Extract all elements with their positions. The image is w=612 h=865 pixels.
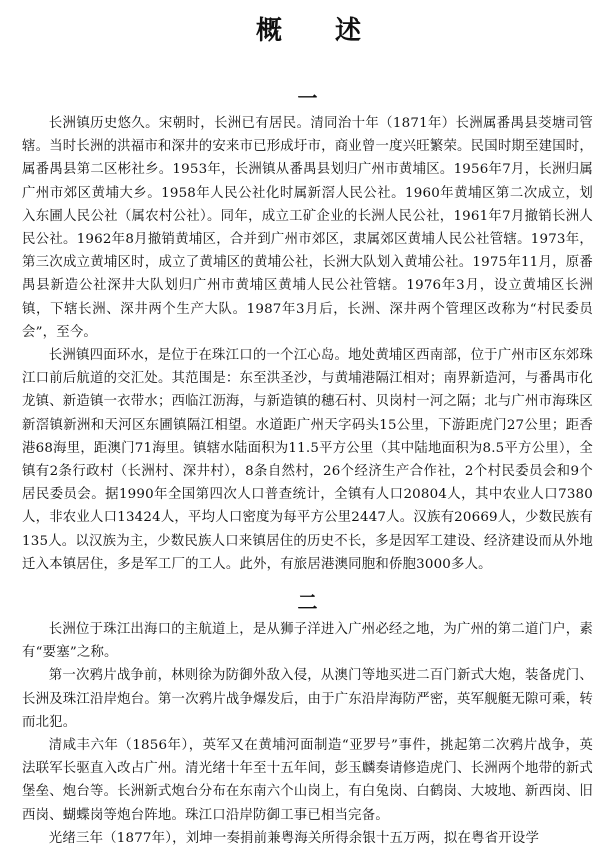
section-heading-2: 二 — [297, 590, 318, 615]
paragraph: 清咸丰六年（1856年），英军又在黄埔河面制造“亚罗号”事件，挑起第二次鸦片战争，英法联军长驱直入改占广州。清光绪十年至十五年间，彭玉麟奏请修造虎门、长洲两个地带的新式堡垒、炮台等。长洲新式炮台分布在东南六个山岗上，有白兔岗、白鹤岗、大坡地、新西岗、旧西岗、蝴蝶岗等炮台阵地。珠江口沿岸防御工事已相当完备。 — [22, 738, 593, 823]
paragraph: 长洲镇四面环水，是位于在珠江口的一个江心岛。地处黄埔区西南部，位于广州市区东郊珠江口前后航道的交汇处。其范围是：东至洪圣沙，与黄埔港隔江相对；南界新造河，与番禺市化龙镇、新造镇一衣带水；西临江沥海，与新造镇的穗石村、贝岗村一河之隔；北与广州市海珠区新滘镇新洲和天河区东圃镇隔江相望。水道距广州天字码头15公里，下游距虎门27公里；距香港68海里，距澳门71海里。镇辖水陆面积为11.5平方公里（其中陆地面积为8.5平方公里），全镇有2条行政村（长洲村、深井村），8条自然村，26个经济生产合作社，2个村民委员会和9个居民委员会。据1990年全国第四次人口普查统计，全镇有人口20804人，其中农业人口7380人，非农业人口13424人，平均人口密度为每平方公里2447人。汉族有20669人，少数民族有135人。以汉族为主，少数民族人口来镇居住的历史不长，多是因军工建设、经济建设而从外地迁入本镇居住，多是军工厂的工人。此外，有旅居港澳同胞和侨胞3000多人。 — [22, 348, 593, 572]
paragraph: 光绪三年（1877年），刘坤一奏捐前兼粤海关所得余银十五万两，拟在粤省开设学 — [48, 830, 540, 846]
paragraph: 长洲位于珠江出海口的主航道上，是从狮子洋进入广州必经之地，为广州的第二道门户，素有“要塞”之称。 — [22, 622, 593, 661]
page-title: 概 述 — [255, 16, 384, 46]
paragraph: 长洲镇历史悠久。宋朝时，长洲已有居民。清同治十年（1871年）长洲属番禺县茭塘司管辖。当时长洲的洪福市和深井的安来市已形成圩市，商业曾一度兴旺繁荣。民国时期至建国时，属番禺县第二区彬社乡。1953年，长洲镇从番禺县划归广州市黄埔区。1956年7月，长洲归属广州市郊区黄埔大乡。1958年人民公社化时属新滘人民公社。1960年黄埔区第二次成立，划入东圃人民公社（属农村公社）。同年，成立工矿企业的长洲人民公社，1961年7月撤销长洲人民公社。1962年8月撤销黄埔区，合并到广州市郊区，隶属郊区黄埔人民公社管辖。1973年，第三次成立黄埔区时，成立了黄埔区的黄埔公社，长洲大队划入黄埔公社。1975年11月，原番禺县新造公社深井大队划归广州市黄埔区黄埔人民公社管辖。1976年3月，设立黄埔区长洲镇，下辖长洲、深井两个生产大队。1987年3月后，长洲、深井两个管理区改称为“村民委员会”，至今。 — [22, 116, 593, 340]
paragraph: 第一次鸦片战争前，林则徐为防御外敌入侵，从澳门等地买进二百门新式大炮，装备虎门、长洲及珠江沿岸炮台。第一次鸦片战争爆发后，由于广东沿岸海防严密，英军舰艇无隙可乘，转而北犯。 — [22, 668, 593, 730]
section-heading-1: 一 — [297, 86, 318, 110]
